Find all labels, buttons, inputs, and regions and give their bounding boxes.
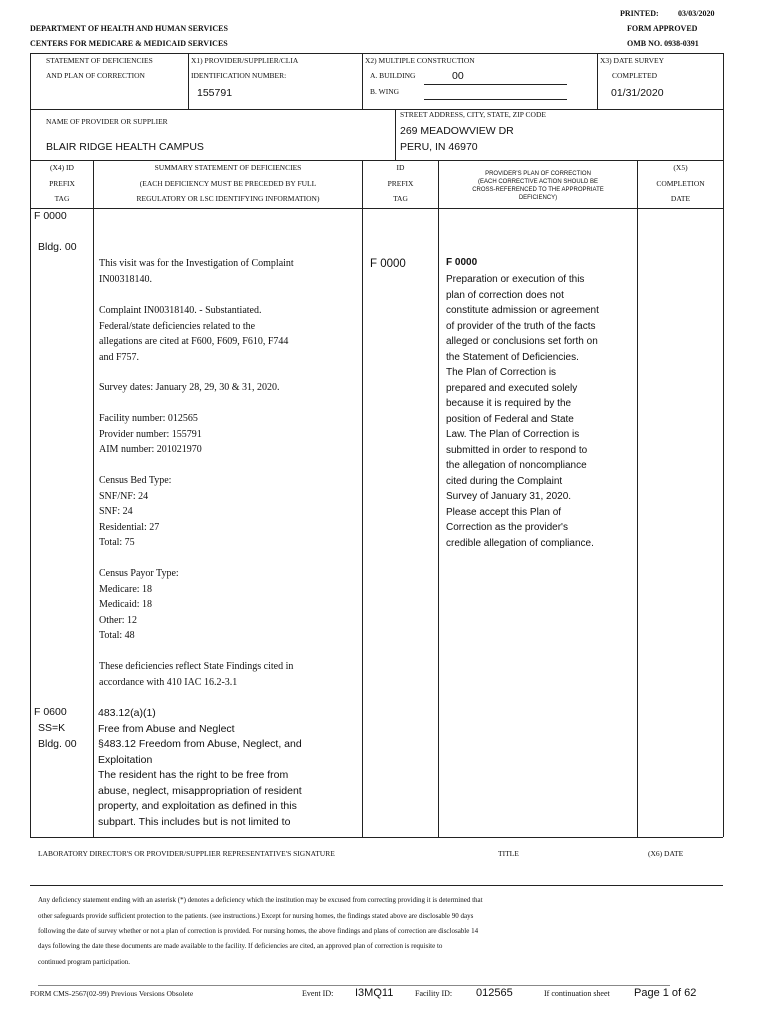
city-state-zip: PERU, IN 46970	[400, 141, 478, 153]
poc-header-1: PROVIDER'S PLAN OF CORRECTION	[485, 171, 591, 177]
disclaimer-line-4: days following the date these documents are made available to the facility. If deficiencies are cited, an approved plan of correction is requisite to	[38, 942, 443, 950]
prefix-tag-f0600: F 0600	[34, 706, 67, 718]
x4-header-1: (X4) ID	[50, 163, 74, 172]
x4-header-3: TAG	[54, 194, 70, 203]
x5-header-1: (X5)	[673, 163, 688, 172]
summary-header-2: (EACH DEFICIENCY MUST BE PRECEDED BY FULL	[139, 179, 317, 188]
x1-label-1: X1) PROVIDER/SUPPLIER/CLIA	[191, 56, 299, 65]
printed-label: PRINTED:	[620, 9, 659, 18]
event-id: I3MQ11	[355, 987, 394, 999]
continuation-label: If continuation sheet	[544, 989, 610, 998]
summary-paragraph-5: Census Bed Type: SNF/NF: 24 SNF: 24 Residential: 27 Total: 75	[99, 475, 172, 548]
disclaimer-line-5: continued program participation.	[38, 958, 130, 966]
printed-date: 03/03/2020	[678, 9, 715, 18]
x2-wing-label: B. WING	[370, 87, 400, 96]
form-approved: FORM APPROVED	[627, 24, 698, 33]
x4-header-2: PREFIX	[49, 179, 75, 188]
x3-label-1: X3) DATE SURVEY	[600, 56, 664, 65]
signature-label: LABORATORY DIRECTOR'S OR PROVIDER/SUPPLIER REPRESENTATIVE'S SIGNATURE	[38, 849, 335, 858]
id-header-1: ID	[396, 163, 405, 172]
disclaimer-line-3: following the date of survey whether or not a plan of correction is provided. For nursing homes, the above findings and plans of correction are disclosable 14	[38, 927, 479, 935]
scope-severity: SS=K	[38, 722, 66, 734]
event-id-label: Event ID:	[302, 989, 334, 998]
form-number: FORM CMS-2567(02-99) Previous Versions Obsolete	[30, 989, 194, 998]
summary-paragraph-6: Census Payor Type: Medicare: 18 Medicaid: 18 Other: 12 Total: 48	[99, 568, 179, 641]
provider-name: BLAIR RIDGE HEALTH CAMPUS	[46, 141, 204, 153]
building-value: 00	[452, 70, 464, 82]
facility-id-label: Facility ID:	[415, 989, 453, 998]
summary-paragraph-3: Survey dates: January 28, 29, 30 & 31, 2020.	[99, 382, 280, 393]
x2-label: X2) MULTIPLE CONSTRUCTION	[365, 56, 475, 65]
summary-paragraph-1: This visit was for the Investigation of Complaint IN00318140.	[99, 258, 294, 285]
address-label: STREET ADDRESS, CITY, STATE, ZIP CODE	[400, 110, 546, 119]
x3-label-2: COMPLETED	[612, 71, 657, 80]
x2-building-label: A. BUILDING	[370, 71, 416, 80]
statement-label-2: AND PLAN OF CORRECTION	[46, 71, 145, 80]
disclaimer-line-1: Any deficiency statement ending with an asterisk (*) denotes a deficiency which the institution may be excused from correcting providing it is determined that	[38, 896, 483, 904]
building-tag-1: Bldg. 00	[38, 241, 77, 253]
omb-number: OMB NO. 0938-0391	[627, 39, 699, 48]
provider-id: 155791	[197, 87, 233, 99]
poc-header-3: CROSS-REFERENCED TO THE APPROPRIATE	[472, 187, 604, 193]
plan-of-correction-text: Preparation or execution of this plan of correction does not constitute admission or agreement of provider of the truth of the facts alleged or conclusions set forth on the Statement of Deficiencies. The Plan of Correction is prepared and executed solely because it is required by the position of Federal and State Law. The Plan of Correction is submitted in order to respond to the allegation of noncompliance cited during the Complaint Survey of January 31, 2020. Please accept this Plan of Correction as the provider's credible allegation of compliance.	[446, 274, 599, 549]
page-number: Page 1 of 62	[634, 987, 697, 999]
statement-label-1: STATEMENT OF DEFICIENCIES	[46, 56, 153, 65]
poc-title: F 0000	[446, 257, 478, 268]
x1-label-2: IDENTIFICATION NUMBER:	[191, 71, 287, 80]
summary-paragraph-2: Complaint IN00318140. - Substantiated. Federal/state deficiencies related to the allegations are cited at F600, F609, F610, F744 and F757.	[99, 305, 289, 363]
id-prefix-tag-f0000: F 0000	[370, 258, 406, 270]
prefix-tag-f0000: F 0000	[34, 210, 67, 222]
f600-regulation-text: 483.12(a)(1) Free from Abuse and Neglect §483.12 Freedom from Abuse, Neglect, and Exploitation The resident has the right to be free from abuse, neglect, misappropriation of resident property, and exploitation as defined in this subpart. This includes but is not limited to	[98, 707, 302, 828]
building-tag-2: Bldg. 00	[38, 738, 77, 750]
survey-completed-date: 01/31/2020	[611, 87, 664, 99]
title-label: TITLE	[498, 849, 519, 858]
summary-header-1: SUMMARY STATEMENT OF DEFICIENCIES	[154, 163, 302, 172]
date-label: (X6) DATE	[648, 849, 684, 858]
poc-header-2: (EACH CORRECTIVE ACTION SHOULD BE	[477, 179, 599, 185]
summary-paragraph-4: Facility number: 012565 Provider number: 155791 AIM number: 201021970	[99, 413, 202, 455]
id-header-2: PREFIX	[387, 179, 414, 188]
id-header-3: TAG	[393, 194, 408, 203]
summary-paragraph-7: These deficiencies reflect State Findings cited in accordance with 410 IAC 16.2-3.1	[99, 661, 294, 688]
provider-name-label: NAME OF PROVIDER OR SUPPLIER	[46, 117, 168, 126]
poc-header-4: DEFICIENCY)	[518, 195, 558, 201]
centers-title: CENTERS FOR MEDICARE & MEDICAID SERVICES	[30, 39, 228, 48]
street-address: 269 MEADOWVIEW DR	[400, 125, 514, 137]
summary-header-3: REGULATORY OR LSC IDENTIFYING INFORMATION)	[136, 194, 320, 203]
department-title: DEPARTMENT OF HEALTH AND HUMAN SERVICES	[30, 24, 228, 33]
x5-header-2: COMPLETION	[656, 179, 705, 188]
facility-id: 012565	[476, 987, 513, 999]
x5-header-3: DATE	[670, 194, 691, 203]
disclaimer-line-2: other safeguards provide sufficient protection to the patients. (see instructions.) Except for nursing homes, the findings stated above are disclosable 90 days	[38, 912, 474, 920]
